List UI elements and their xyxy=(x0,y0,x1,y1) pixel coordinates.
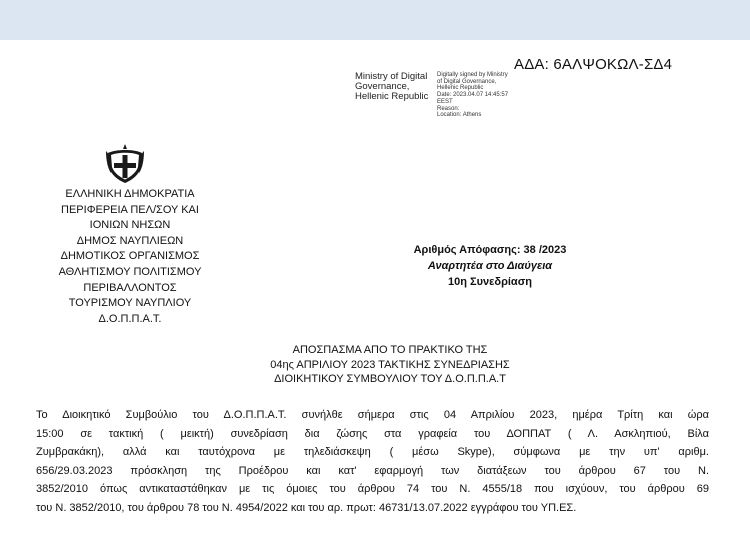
hellenic-republic-emblem-icon xyxy=(104,143,146,185)
header-line: ΔΗΜΟΣ ΝΑΥΠΛΙΕΩΝ xyxy=(76,234,184,247)
signer-line: Ministry of Digital xyxy=(355,71,428,82)
header-line: ΤΟΥΡΙΣΜΟΥ ΝΑΥΠΛΙΟΥ xyxy=(68,297,192,310)
page-top-band xyxy=(0,0,750,40)
extract-line: ΑΠΟΣΠΑΣΜΑ ΑΠΟ ΤΟ ΠΡΑΚΤΙΚΟ ΤΗΣ xyxy=(292,344,488,356)
diavgeia-posting-note: Αναρτητέα στο Διαύγεια xyxy=(427,260,553,272)
decision-number: Αριθμός Απόφασης: 38 /2023 xyxy=(413,244,567,256)
digital-signature-details xyxy=(437,72,508,119)
signature-detail-line: Hellenic Republic xyxy=(437,85,484,92)
body-line: 656/29.03.2023 πρόσκληση της Προέδρου και κατ' εφαρμογή των διατάξεων του άρθρου 67 του Ν. xyxy=(36,464,709,477)
digital-signature-signer xyxy=(355,72,428,102)
body-line: Το Διοικητικό Συμβούλιο του Δ.Ο.Π.Π.Α.Τ. συνήλθε σήμερα στις 04 Απριλίου 2023, ημέρα Τρίτη και ώρα xyxy=(36,409,709,421)
signature-detail-line: EEST xyxy=(437,98,453,105)
ada-code: ΑΔΑ: 6ΑΛΨΟΚΩΛ-ΣΔ4 xyxy=(514,56,673,73)
body-line: του Ν. 3852/2010, του άρθρου 78 του Ν. 4954/2022 και του αρ. πρωτ: 46731/13.07.2022 εγγράφου του ΥΠ.ΕΣ. xyxy=(36,501,577,514)
signature-detail-line: Digitally signed by Ministry xyxy=(437,72,508,78)
signature-detail-line: Date: 2023.04.07 14:45:57 xyxy=(437,92,509,99)
issuer-header xyxy=(40,187,220,327)
header-line: Δ.Ο.Π.Π.Α.Τ. xyxy=(98,312,162,325)
extract-line: ΔΙΟΙΚΗΤΙΚΟΥ ΣΥΜΒΟΥΛΙΟΥ ΤΟΥ Δ.Ο.Π.Π.Α.Τ xyxy=(274,373,506,385)
header-line: ΕΛΛΗΝΙΚΗ ΔΗΜΟΚΡΑΤΙΑ xyxy=(65,188,195,200)
signer-line: Hellenic Republic xyxy=(355,91,429,102)
header-line: ΔΗΜΟΤΙΚΟΣ ΟΡΓΑΝΙΣΜΟΣ xyxy=(60,250,200,263)
session-number: 10η Συνεδρίαση xyxy=(448,276,532,288)
header-line: ΠΕΡΙΒΑΛΛΟΝΤΟΣ xyxy=(83,281,177,294)
body-line: Ζυμβρακάκη), αλλά και ταυτόχρονα με τηλεδιάσκεψη ( μέσω Skype), σύμφωνα με την υπ' αριθμ. xyxy=(36,446,709,459)
body-line: 3852/2010 όπως αντικαταστάθηκαν με τις όμοιες του άρθρου 74 του Ν. 4555/18 που ισχύουν, του άρθρου 69 xyxy=(36,483,709,496)
header-line: ΙΟΝΙΩΝ ΝΗΣΩΝ xyxy=(89,219,171,232)
decision-info xyxy=(390,242,590,290)
header-line: ΑΘΛΗΤΙΣΜΟΥ ΠΟΛΙΤΙΣΜΟΥ xyxy=(58,265,202,278)
body-line: 15:00 σε τακτική ( μεικτή) συνεδρίαση δια ζώσης στα γραφεία του ΔΟΠΠΑΤ ( Λ. Ασκληπιού, Βίλα xyxy=(36,427,709,440)
minutes-extract-title xyxy=(240,343,540,387)
signer-line: Governance, xyxy=(355,81,410,92)
signature-detail-line: Reason: xyxy=(437,105,460,112)
extract-line: 04ης ΑΠΡΙΛΙΟΥ 2023 ΤΑΚΤΙΚΗΣ ΣΥΝΕΔΡΙΑΣΗΣ xyxy=(270,358,510,371)
header-line: ΠΕΡΙΦΕΡΕΙΑ ΠΕΛ/ΣΟΥ ΚΑΙ xyxy=(61,203,199,216)
signature-detail-line: Location: Athens xyxy=(437,112,482,119)
minutes-body-paragraph xyxy=(36,406,709,518)
signature-detail-line: of Digital Governance, xyxy=(437,78,497,85)
